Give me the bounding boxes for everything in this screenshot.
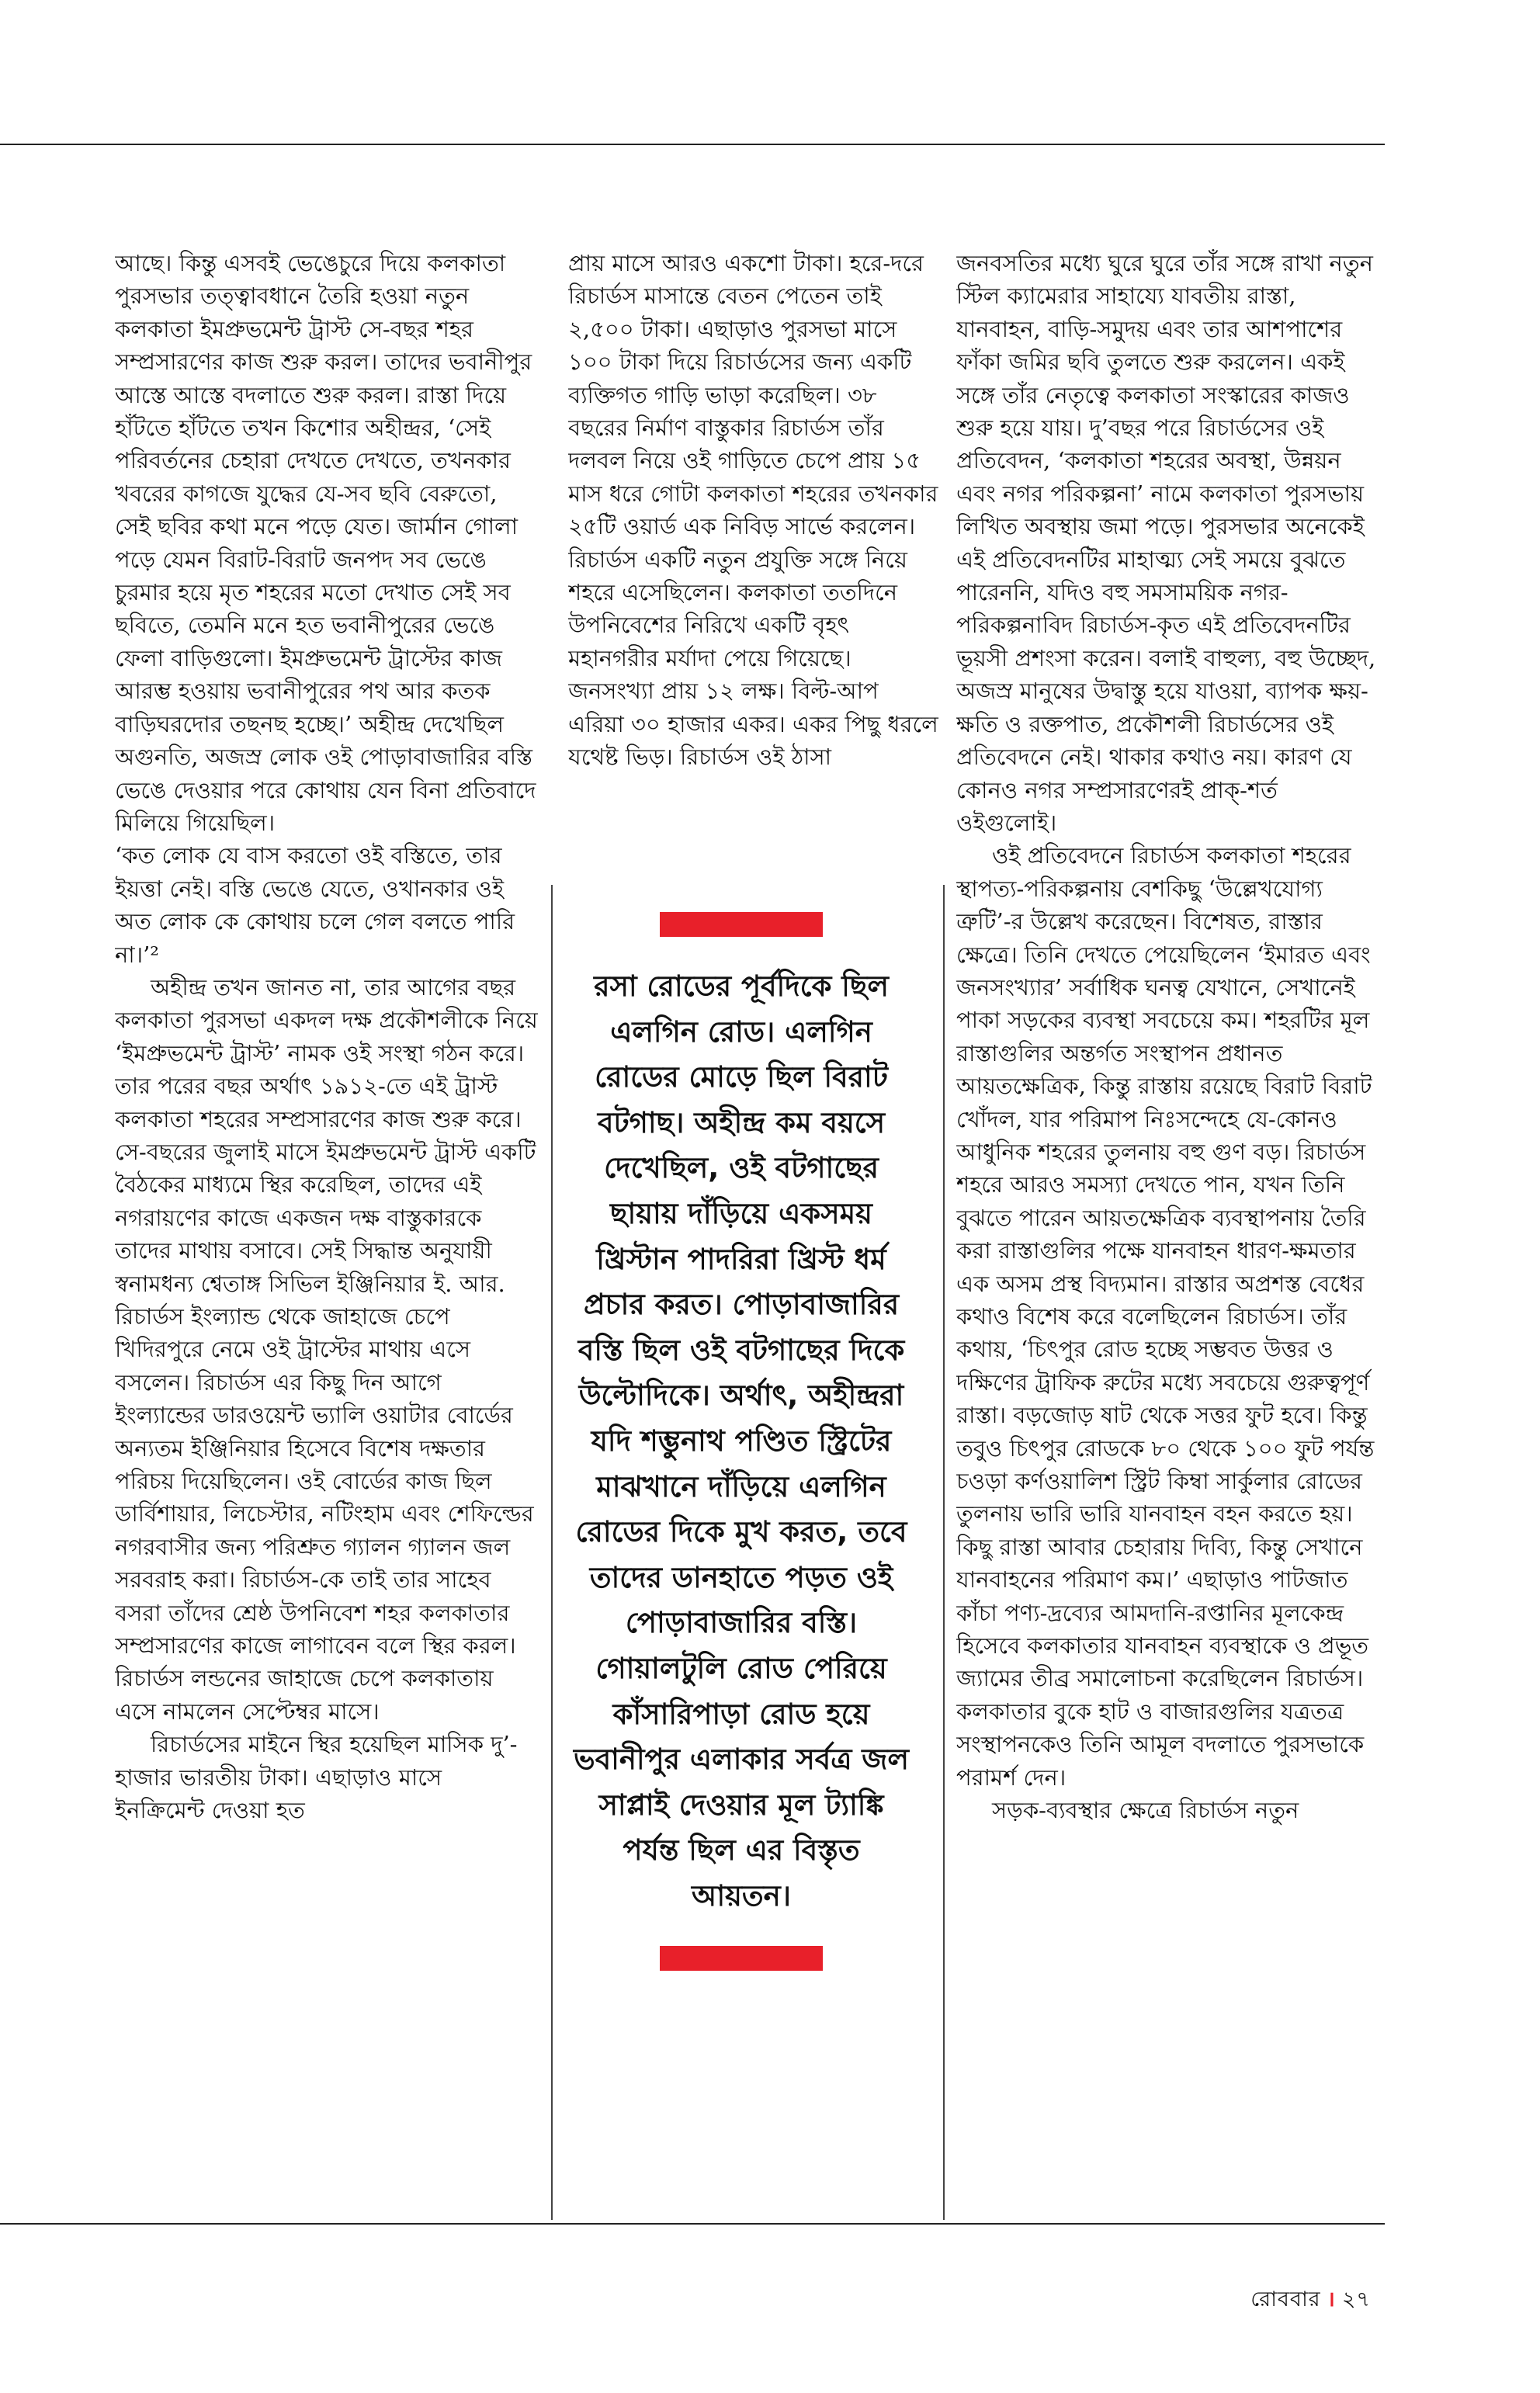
bottom-rule [0,2223,1385,2225]
pull-quote-text: রসা রোডের পূর্বদিকে ছিল এলগিন রোড। এলগিন রোডের মোড়ে ছিল বিরাট বটগাছ। অহীন্দ্র কম বয়সে দেখেছিল, ওই বটগাছের ছায়ায় দাঁড়িয়ে একসময় খ্রিস্টান পাদরিরা খ্রিস্ট ধর্ম প্রচার করত। পোড়াবাজারির বস্তি ছিল ওই বটগাছের দিকে উল্টোদিকে। অর্থাৎ, অহীন্দ্ররা যদি শম্ভুনাথ পণ্ডিত স্ট্রিটের মাঝখানে দাঁড়িয়ে এলগিন রোডের দিকে মুখ করত, তবে তাদের ডানহাতে পড়ত ওই পোড়াবাজারির বস্তি। গোয়ালটুলি রোড পেরিয়ে কাঁসারিপাড়া রোড হয়ে ভবানীপুর এলাকার সর্বত্র জল সাপ্লাই দেওয়ার মূল ট্যাঙ্কি পর্যন্ত ছিল এর বিস্তৃত আয়তন। [574,969,909,1913]
pull-quote-bottom-bar [660,1946,823,1971]
paragraph: প্রায় মাসে আরও একশো টাকা। হরে-দরে রিচার্ডস মাসান্তে বেতন পেতেন তাই ২,৫০০ টাকা। এছাড়াও পুরসভা মাসে ১০০ টাকা দিয়ে রিচার্ডসের জন্য একটি ব্যক্তিগত গাড়ি ভাড়া করেছিল। ৩৮ বছরের নির্মাণ বাস্তুকার রিচার্ডস তাঁর দলবল নিয়ে ওই গাড়িতে চেপে প্রায় ১৫ মাস ধরে গোটা কলকাতা শহরের তখনকার ২৫টি ওয়ার্ড এক নিবিড় সার্ভে করলেন। রিচার্ডস একটি নতুন প্রযুক্তি সঙ্গে নিয়ে শহরে এসেছিলেন। কলকাতা ততদিনে উপনিবেশের নিরিখে একটি বৃহৎ মহানগরীর মর্যাদা পেয়ে গিয়েছে। জনসংখ্যা প্রায় ১২ লক্ষ। বিল্ট-আপ এরিয়া ৩০ হাজার একর। একর পিছু ধরলে যথেষ্ট ভিড়। রিচার্ডস ওই ঠাসা [568,250,938,771]
paragraph: রিচার্ডসের মাইনে স্থির হয়েছিল মাসিক দু’-হাজার ভারতীয় টাকা। এছাড়াও মাসে ইনক্রিমেন্ট দেওয়া হত [115,1731,518,1824]
pull-quote-top-bar [660,912,823,937]
column-divider-right [943,885,945,2220]
paragraph: ওই প্রতিবেদনে রিচার্ডস কলকাতা শহরের স্থাপত্য-পরিকল্পনায় বেশকিছু ‘উল্লেখযোগ্য ত্রুটি’-র উল্লেখ করেছেন। বিশেষত, রাস্তার ক্ষেত্রে। তিনি দেখতে পেয়েছিলেন ‘ইমারত এবং জনসংখ্যার’ সর্বাধিক ঘনত্ব যেখানে, সেখানেই পাকা সড়কের ব্যবস্থা সবচেয়ে কম। শহরটির মূল রাস্তাগুলির অন্তর্গত সংস্থাপন প্রধানত আয়তক্ষেত্রিক, কিন্তু রাস্তায় রয়েছে বিরাট বিরাট খোঁদল, যার পরিমাপ নিঃসন্দেহে যে-কোনও আধুনিক শহরের তুলনায় বহু গুণ বড়। রিচার্ডস শহরে আরও সমস্যা দেখতে পান, যখন তিনি বুঝতে পারেন আয়তক্ষেত্রিক ব্যবস্থাপনায় তৈরি করা রাস্তাগুলির পক্ষে যানবাহন ধারণ-ক্ষমতার এক অসম প্রস্থ বিদ্যমান। রাস্তার অপ্রশস্ত বেধের কথাও বিশেষ করে বলেছিলেন রিচার্ডস। তাঁর কথায়, ‘চিৎপুর রোড হচ্ছে সম্ভবত উত্তর ও দক্ষিণের ট্রাফিক রুটের মধ্যে সবচেয়ে গুরুত্বপূর্ণ রাস্তা। বড়জোড় ষাট থেকে সত্তর ফুট হবে। কিন্তু তবুও চিৎপুর রোডকে ৮০ থেকে ১০০ ফুট পর্যন্ত চওড়া কর্ণওয়ালিশ স্ট্রিট কিম্বা সার্কুলার রোডের তুলনায় ভারি ভারি যানবাহন বহন করতে হয়। কিছু রাস্তা আবার চেহারায় দিব্যি, কিন্তু সেখানে যানবাহনের পরিমাণ কম।’ এছাড়াও পাটজাত কাঁচা পণ্য-দ্রব্যের আমদানি-রপ্তানির মূলকেন্দ্র হিসেবে কলকাতার যানবাহন ব্যবস্থাকে ও প্রভূত জ্যামের তীব্র সমালোচনা করেছিলেন রিচার্ডস। কলকাতার বুকে হাট ও বাজারগুলির যত্রতত্র সংস্থাপনকেও তিনি আমূল বদলাতে পুরসভাকে পরামর্শ দেন। [956,842,1375,1791]
paragraph: অহীন্দ্র তখন জানত না, তার আগের বছর কলকাতা পুরসভা একদল দক্ষ প্রকৌশলীকে নিয়ে ‘ইমপ্রুভমেন্ট ট্রাস্ট’ নামক ওই সংস্থা গঠন করে। তার পরের বছর অর্থাৎ ১৯১২-তে এই ট্রাস্ট কলকাতা শহরের সম্প্রসারণের কাজ শুরু করে। সে-বছরের জুলাই মাসে ইমপ্রুভমেন্ট ট্রাস্ট একটি বৈঠকের মাধ্যমে স্থির করেছিল, তাদের এই নগরায়ণের কাজে একজন দক্ষ বাস্তুকারকে তাদের মাথায় বসাবে। সেই সিদ্ধান্ত অনুযায়ী স্বনামধন্য শ্বেতাঙ্গ সিভিল ইঞ্জিনিয়ার ই. আর. রিচার্ডস ইংল্যান্ড থেকে জাহাজে চেপে খিদিরপুরে নেমে ওই ট্রাস্টের মাথায় এসে বসলেন। রিচার্ডস এর কিছু দিন আগে ইংল্যান্ডের ডারওয়েন্ট ভ্যালি ওয়াটার বোর্ডের অন্যতম ইঞ্জিনিয়ার হিসেবে বিশেষ দক্ষতার পরিচয় দিয়েছিলেন। ওই বোর্ডের কাজ ছিল ডার্বিশায়ার, লিচেস্টার, নটিংহাম এবং শেফিল্ডের নগরবাসীর জন্য পরিশ্রুত গ্যালন গ্যালন জল সরবরাহ করা। রিচার্ডস-কে তাই তার সাহেব বসরা তাঁদের শ্রেষ্ঠ উপনিবেশ শহর কলকাতার সম্প্রসারণের কাজে লাগাবেন বলে স্থির করল। রিচার্ডস লন্ডনের জাহাজে চেপে কলকাতায় এসে নামলেন সেপ্টেম্বর মাসে। [115,973,538,1725]
magazine-name: রোববার [1250,2287,1321,2311]
paragraph: সড়ক-ব্যবস্থার ক্ষেত্রে রিচার্ডস নতুন [992,1797,1299,1824]
pull-quote-box [567,912,916,2154]
paragraph: জনবসতির মধ্যে ঘুরে ঘুরে তাঁর সঙ্গে রাখা নতুন স্টিল ক্যামেরার সাহায্যে যাবতীয় রাস্তা, যানবাহন, বাড়ি-সমুদয় এবং তার আশপাশের ফাঁকা জমির ছবি তুলতে শুরু করলেন। একই সঙ্গে তাঁর নেতৃত্বে কলকাতা সংস্কারের কাজও শুরু হয়ে যায়। দু’বছর পরে রিচার্ডসের ওই প্রতিবেদন, ‘কলকাতা শহরের অবস্থা, উন্নয়ন এবং নগর পরিকল্পনা’ নামে কলকাতা পুরসভায় লিখিত অবস্থায় জমা পড়ে। পুরসভার অনেকেই এই প্রতিবেদনটির মাহাত্ম্য সেই সময়ে বুঝতে পারেননি, যদিও বহু সমসাময়িক নগর-পরিকল্পনাবিদ রিচার্ডস-কৃত এই প্রতিবেদনটির ভূয়সী প্রশংসা করেন। বলাই বাহুল্য, বহু উচ্ছেদ, অজস্র মানুষের উদ্বাস্তু হয়ে যাওয়া, ব্যাপক ক্ষয়-ক্ষতি ও রক্তপাত, প্রকৌশলী রিচার্ডসের ওই প্রতিবেদনে নেই। থাকার কথাও নয়। কারণ যে কোনও নগর সম্প্রসারণেরই প্রাক্-শর্ত ওইগুলোই। [956,250,1376,836]
paragraph: ‘কত লোক যে বাস করতো ওই বস্তিতে, তার ইয়ত্তা নেই। বস্তি ভেঙে যেতে, ওখানকার ওই অত লোক কে কোথায় চলে গেল বলতে পারি না।’² [115,842,515,968]
paragraph: আছে। কিন্তু এসবই ভেঙেচুরে দিয়ে কলকাতা পুরসভার তত্ত্বাবধানে তৈরি হওয়া নতুন কলকাতা ইমপ্রুভমেন্ট ট্রাস্ট সে-বছর শহর সম্প্রসারণের কাজ শুরু করল। তাদের ভবানীপুর আস্তে আস্তে বদলাতে শুরু করল। রাস্তা দিয়ে হাঁটতে হাঁটতে তখন কিশোর অহীন্দ্রর, ‘সেই পরিবর্তনের চেহারা দেখতে দেখতে, তখনকার খবরের কাগজে যুদ্ধের যে-সব ছবি বেরুতো, সেই ছবির কথা মনে পড়ে যেত। জার্মান গোলা পড়ে যেমন বিরাট-বিরাট জনপদ সব ভেঙে চুরমার হয়ে মৃত শহরের মতো দেখাত সেই সব ছবিতে, তেমনি মনে হত ভবানীপুরের ভেঙে ফেলা বাড়িগুলো। ইমপ্রুভমেন্ট ট্রাস্টের কাজ আরম্ভ হওয়ায় ভবানীপুরের পথ আর কতক বাড়িঘরদোর তছনছ হচ্ছে।’ অহীন্দ্র দেখেছিল অগুনতি, অজস্র লোক ওই পোড়াবাজারির বস্তি ভেঙে দেওয়ার পরে কোথায় যেন বিনা প্রতিবাদে মিলিয়ে গিয়েছিল। [115,250,536,836]
article-column-1 [115,247,538,2199]
column-divider-left [551,885,553,2220]
top-rule [0,144,1385,145]
article-column-3 [956,247,1379,2199]
page-footer [1250,2284,1371,2318]
page-number: ২৭ [1341,2287,1371,2311]
article-column-2 [568,247,941,860]
footer-separator: । [1327,2287,1336,2311]
